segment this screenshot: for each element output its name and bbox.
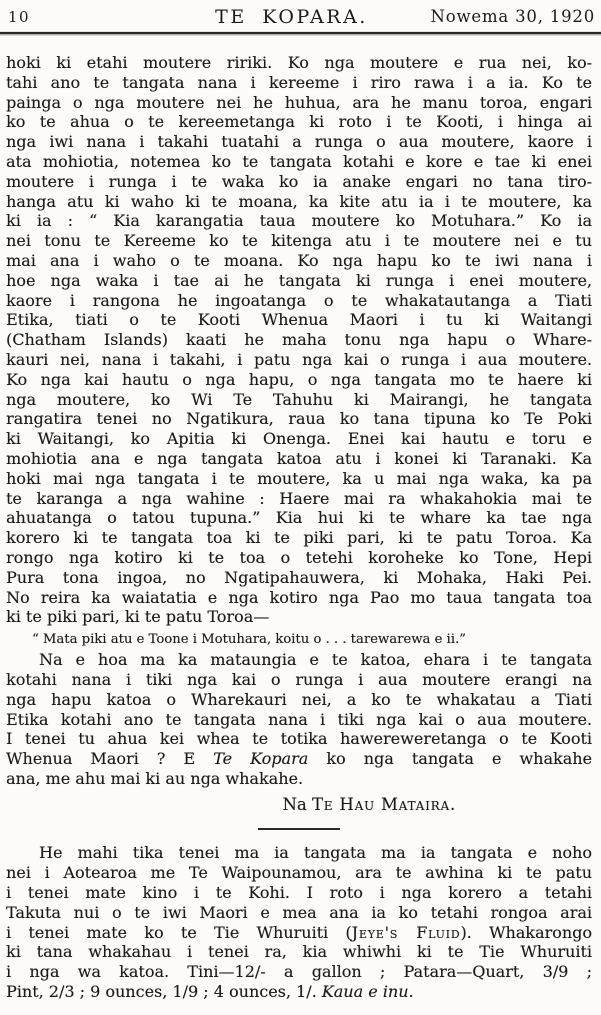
- section-divider: [258, 828, 340, 830]
- text-line: moutere i runga i te waka ko ia anake engari no tana tiro-: [6, 171, 592, 191]
- text-line: rongo nga kotiro ki te toa o tetehi koroheke ko Tone, Hepi: [6, 547, 592, 567]
- text-line: Pura tona ingoa, no Ngatipahauwera, ki Mohaka, Haki Pei.: [6, 567, 592, 587]
- text-line: Etika kotahi ano te tangata nana i tiki nga kai o aua moutere.: [6, 709, 592, 729]
- article-health-notice-paragraph: [6, 843, 592, 1001]
- text-line: Na Te Hau Mataira.: [282, 794, 456, 814]
- text-line: Ko nga kai hautu o nga hapu, o nga tangata mo te haere ki: [6, 369, 592, 389]
- article-claim-opening-paragraph: [6, 53, 592, 627]
- author-signature: [6, 795, 592, 815]
- text-line: (Chatham Islands) kaati he maha tonu nga hapu o Whare-: [6, 330, 592, 350]
- text-line: Etika, tiati o te Kooti Whenua Maori i tu ki Waitangi: [6, 310, 592, 330]
- text-line: He mahi tika tenei ma ia tangata ma ia tangata e noho: [39, 843, 592, 863]
- text-line: ana, me ahu mai ki au nga whakahe.: [6, 768, 304, 788]
- text-line: ata mohiotia, notemea ko te tangata kotahi e kore e tae ki enei: [6, 151, 592, 171]
- text-line: i tenei mate kino i te Kohi. I roto i nga korero a tetahi: [6, 883, 592, 903]
- text-line: rangatira tenei no Ngatikura, raua ko tana tipuna ko Te Poki: [6, 409, 592, 429]
- text-line: ki Waitangi, ko Apitia ki Onenga. Enei kai hautu e toru e: [6, 429, 592, 449]
- text-line: Pint, 2/3 ; 9 ounces, 1/9 ; 4 ounces, 1/. Kaua e inu.: [6, 982, 414, 1002]
- text-line: nga iwi nana i takahi tuatahi a runga o aua moutere, kaore i: [6, 132, 592, 152]
- page-header: [0, 0, 601, 30]
- text-line: ahuatanga o tatou tupuna.” Kia hui ki te whare ka tae nga: [6, 508, 592, 528]
- masthead-title: TE KOPARA.: [215, 6, 368, 28]
- text-line: i tenei mate ko te Tie Whuruiti (Jeye's Fluid). Whakarongo: [6, 922, 592, 942]
- text-line: nei tonu te Kereeme ko te kitenga atu i te moutere nei e tu: [6, 231, 592, 251]
- text-line: Whenua Maori ? E Te Kopara ko nga tangata e whakahe: [6, 749, 593, 769]
- page-body: [0, 34, 601, 1002]
- text-line: Na e hoa ma ka mataungia e te katoa, ehara i te tangata: [39, 650, 592, 670]
- text-line: ki tana whakahau i tenei ra, kia whiwhi ki te Tie Whuruiti: [6, 942, 592, 962]
- text-line: korero ki te tangata toa ki te piki pari, ki te patu Toroa. Ka: [6, 528, 592, 548]
- text-line: ko te ahua o te kereemetanga ki roto i te Kooti, i hinga ai: [6, 112, 592, 132]
- text-line: I tenei tu ahua kei whea te totika hawereweretanga o te Kooti: [6, 729, 592, 749]
- page-number: 10: [8, 8, 31, 26]
- text-line: ki ia : “ Kia karangatia taua moutere ko Motuhara.” Ko ia: [6, 211, 592, 231]
- text-line: tahi ano te tangata nana i kereeme i riro rawa i a ia. Ko te: [6, 72, 592, 92]
- text-line: nei i Aotearoa me Te Waipounamou, ara te awhina ki te patu: [6, 863, 592, 883]
- text-line: kotahi nana i tiki nga kai o runga i aua moutere erangi na: [6, 669, 592, 689]
- text-line: mohiotia ana e nga tangata katoa atu i konei ki Taranaki. Ka: [6, 448, 592, 468]
- text-line: Takuta nui o te iwi Maori e mea ana ia ko tetahi rongoa arai: [6, 902, 592, 922]
- text-line: hanga atu ki waho ki te moana, ka kite atu ia i te moutere, ka: [6, 191, 592, 211]
- text-line: i nga wa katoa. Tini—12/- a gallon ; Patara—Quart, 3/9 ;: [6, 962, 592, 982]
- text-line: nga moutere, ko Wi Te Tahuhu ki Mairangi, he tangata: [6, 389, 592, 409]
- text-line: nga hapu katoa o Wharekauri nei, a ko te whakatau a Tiati: [6, 689, 592, 709]
- text-line: kaore i rangona he ingoatanga o te whakatautanga a Tiati: [6, 290, 592, 310]
- text-line: ki te piki pari, ki te patu Toroa—: [6, 607, 270, 627]
- text-line: mai ana i waho o te moana. Ko nga hapu ko te iwi nana i: [6, 250, 592, 270]
- text-line: No reira ka waiatatia e nga kotiro nga Pao mo taua tangata toa: [6, 587, 592, 607]
- text-line: painga o nga moutere nei he huhua, ara he manu toroa, engari: [6, 92, 592, 112]
- text-line: hoki mai nga tangata i te moutere, ka u mai nga waka, ka pa: [6, 468, 592, 488]
- text-line: hoki ki etahi moutere ririki. Ko nga moutere e rua nei, ko-: [6, 53, 592, 72]
- text-line: kauri nei, nana i takahi, i patu nga kai o runga i aua moutere.: [6, 349, 592, 369]
- article-claim-closing-paragraph: [6, 650, 592, 789]
- text-line: te karanga a nga wahine : Haere mai ra whakahokia mai te: [6, 488, 592, 508]
- text-line: hoe nga waka i tae ai he tangata ki runga i enei moutere,: [6, 270, 592, 290]
- issue-date: Nowema 30, 1920: [430, 7, 595, 26]
- pao-quote: “ Mata piki atu e Toone i Motuhara, koitu o . . . tarewarewa e ii.”: [32, 632, 466, 648]
